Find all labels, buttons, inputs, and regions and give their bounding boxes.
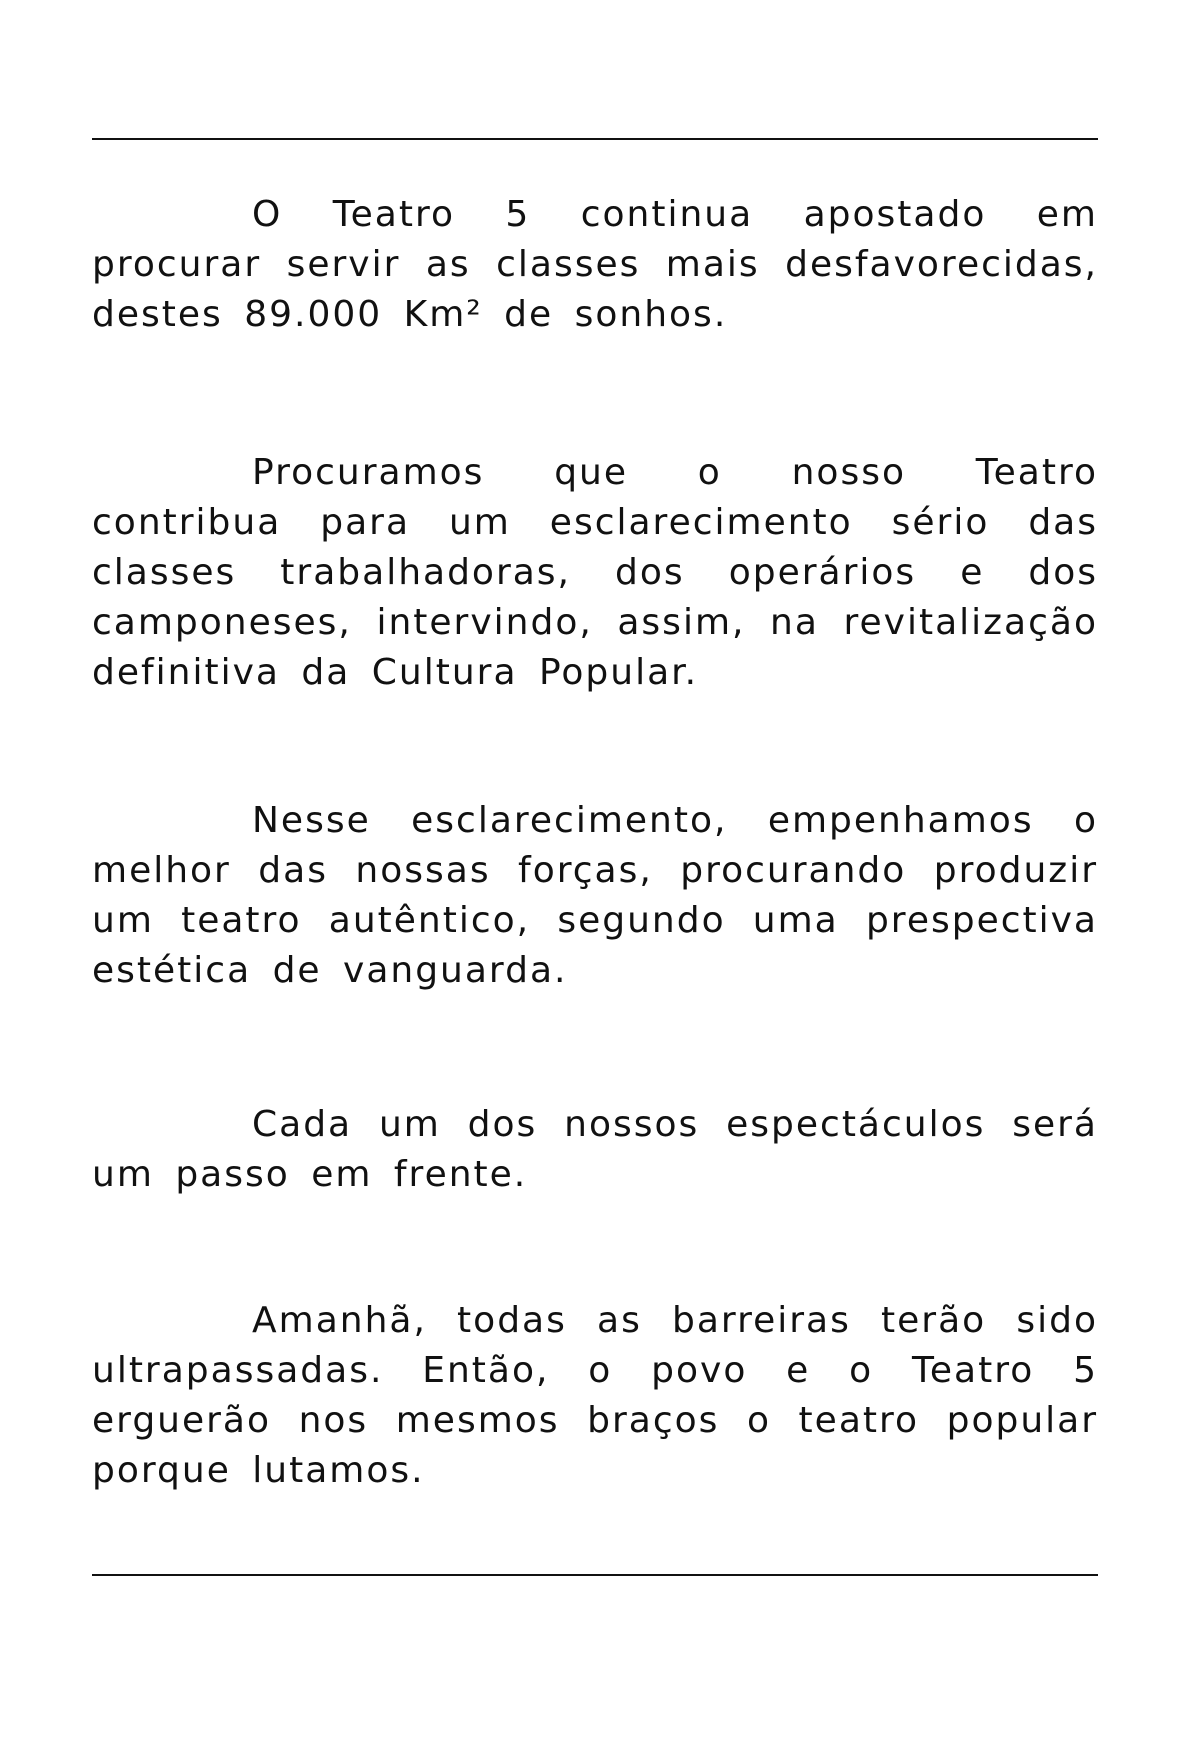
paragraph-2: Procuramos que o nosso Teatro contribua para um esclarecimento sério das classes trabalhadoras, dos operários e dos camponeses, intervindo, assim, na revitalização definitiva da Cultura Popular. xyxy=(92,452,1098,693)
manifesto-text xyxy=(92,190,1098,1496)
paragraph-1: O Teatro 5 continua apostado em procurar servir as classes mais desfavorecidas, destes 89.000 Km² de sonhos. xyxy=(92,194,1098,335)
paragraph-3: Nesse esclarecimento, empenhamos o melhor das nossas forças, procurando produzir um teatro autêntico, segundo uma prespectiva estética de vanguarda. xyxy=(92,800,1098,991)
paragraph-4: Cada um dos nossos espectáculos será um passo em frente. xyxy=(92,1104,1098,1195)
paragraph-5: Amanhã, todas as barreiras terão sido ultrapassadas. Então, o povo e o Teatro 5 erguerão nos mesmos braços o teatro popular porque lutamos. xyxy=(92,1300,1098,1491)
bottom-divider xyxy=(92,1574,1098,1576)
top-divider xyxy=(92,138,1098,140)
